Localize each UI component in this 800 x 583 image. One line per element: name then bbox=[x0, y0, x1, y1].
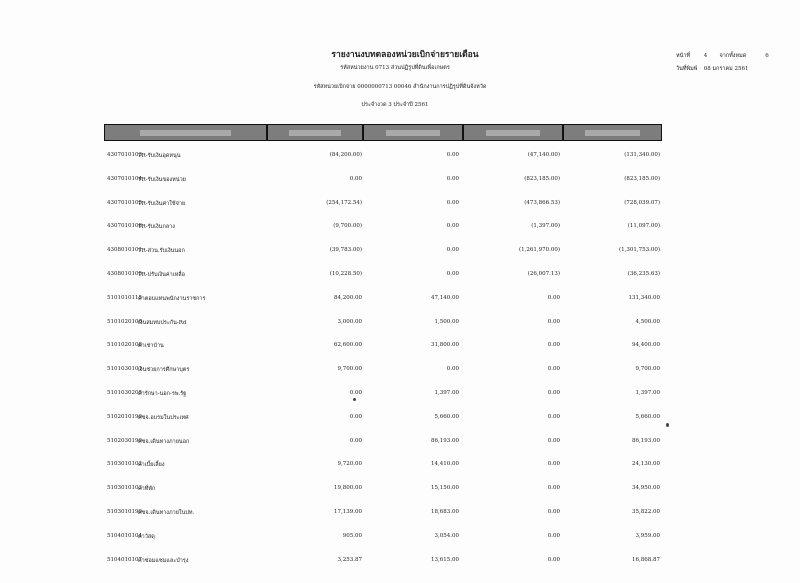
debit-value: 0.00 bbox=[446, 152, 459, 158]
table-row bbox=[0, 527, 800, 548]
table-row bbox=[0, 265, 800, 286]
header-cell-col2 bbox=[363, 124, 463, 141]
period-line: ประจำงวด 3 ประจำปี 2561 bbox=[361, 102, 429, 108]
account-code: 5102030199 bbox=[107, 437, 142, 444]
credit-value: (26,007.13) bbox=[527, 271, 560, 277]
balance-value: 4,500.00 bbox=[635, 318, 660, 325]
account-name: ค่ารักษา-นอก-รพ.รัฐ bbox=[138, 391, 187, 397]
debit-value: 14,410.00 bbox=[431, 461, 459, 468]
carried-forward-value: 0.00 bbox=[349, 390, 362, 396]
account-code: 5101020108 bbox=[107, 342, 142, 349]
credit-value: 0.00 bbox=[547, 366, 560, 373]
table-row bbox=[0, 241, 800, 262]
debit-value: 0.00 bbox=[446, 199, 459, 206]
debit-value: 1,500.00 bbox=[434, 318, 459, 325]
account-code: 4307010104 bbox=[107, 175, 142, 182]
carried-forward-value: (39,783.00) bbox=[329, 247, 362, 254]
header-cell-col3 bbox=[463, 124, 563, 141]
credit-value: (1,397.00) bbox=[531, 223, 560, 230]
page-info bbox=[676, 50, 769, 76]
table-row bbox=[0, 360, 800, 381]
account-name: TR-รับเงินกลาง bbox=[138, 224, 175, 231]
account-name: TR-รับเงินอุดหนุน bbox=[138, 153, 181, 159]
credit-value: 0.00 bbox=[547, 390, 560, 396]
table-row bbox=[0, 336, 800, 357]
account-name: เงินช่วยการศึกษาบุตร bbox=[138, 367, 190, 374]
debit-value: 47,140.00 bbox=[431, 294, 459, 301]
credit-value: 0.00 bbox=[547, 532, 560, 539]
debit-value: 0.00 bbox=[446, 271, 459, 277]
table-row bbox=[0, 479, 800, 500]
balance-value: (36,235.63) bbox=[627, 271, 660, 277]
debit-value: 0.00 bbox=[446, 223, 459, 230]
table-row bbox=[0, 384, 800, 405]
account-name: ค่าที่พัก bbox=[138, 486, 156, 493]
debit-value: 0.00 bbox=[446, 247, 459, 254]
account-name: คชจ.เดินทางภายในปท. bbox=[138, 510, 195, 516]
balance-value: (1,301,753.00) bbox=[618, 247, 660, 254]
of-label: จากทั้งหมด bbox=[719, 53, 747, 59]
account-code: 5104010104 bbox=[107, 532, 142, 539]
account-name: เงินสมทบประกัน-Rd bbox=[138, 319, 187, 326]
account-name: TR-รับเงินค่าใช้จ่าย bbox=[138, 200, 186, 207]
credit-value: 0.00 bbox=[547, 413, 560, 420]
debit-value: 0.00 bbox=[446, 366, 459, 373]
account-code: 4307010105 bbox=[107, 199, 142, 206]
debit-value: 15,150.00 bbox=[431, 485, 459, 492]
carried-forward-value: 84,200.00 bbox=[334, 294, 362, 301]
account-name: TR-ส่วน.รับเงินนอก bbox=[138, 248, 185, 255]
table-row bbox=[0, 217, 800, 238]
carried-forward-value: 9,700.00 bbox=[337, 366, 362, 373]
table-row bbox=[0, 313, 800, 334]
credit-value: 0.00 bbox=[547, 318, 560, 325]
carried-forward-value: 19,800.00 bbox=[334, 485, 362, 492]
balance-value: 3,959.00 bbox=[635, 532, 660, 539]
debit-value: 13,615.00 bbox=[431, 556, 459, 563]
credit-value: 0.00 bbox=[547, 437, 560, 444]
debit-value: 0.00 bbox=[446, 175, 459, 182]
carried-forward-value: 3,253.87 bbox=[337, 556, 362, 563]
account-code: 5101030205 bbox=[107, 390, 142, 396]
balance-value: 94,400.00 bbox=[632, 342, 660, 349]
account-code: 5103010199 bbox=[107, 509, 142, 515]
table-row bbox=[0, 408, 800, 429]
disbursement-unit-line: รหัสหน่วยเบิกจ่าย 0000000713 00046 สำนักงานการปฏิรูปที่ดินจังหวัด bbox=[313, 84, 487, 90]
carried-forward-value: (254,172.54) bbox=[326, 199, 362, 206]
account-name: คชจ.อบรมในประเทศ bbox=[138, 414, 189, 421]
credit-value: (1,261,970.00) bbox=[518, 247, 560, 254]
carried-forward-value: 0.00 bbox=[349, 413, 362, 420]
account-name: ค่าตอบแทนพนักงานราชการ bbox=[138, 295, 206, 302]
account-code: 4308010105 bbox=[107, 271, 142, 277]
balance-value: 9,700.00 bbox=[635, 366, 660, 373]
debit-value: 86,193.00 bbox=[431, 437, 459, 444]
debit-value: 3,054.00 bbox=[434, 532, 459, 539]
account-name: TR-รับเงินของหน่วย bbox=[138, 176, 186, 183]
account-name: TR-ปรับเงินค่าเหลื่อ bbox=[138, 272, 185, 278]
carried-forward-value: 9,720.00 bbox=[337, 461, 362, 468]
balance-value: (728,039.07) bbox=[624, 199, 660, 206]
account-code: 5103010103 bbox=[107, 485, 142, 492]
account-code: 5101020106 bbox=[107, 318, 142, 325]
table-row bbox=[0, 289, 800, 310]
balance-value: 16,868.87 bbox=[632, 556, 660, 563]
carried-forward-value: (84,200.00) bbox=[329, 152, 362, 158]
carried-forward-value: 905.00 bbox=[342, 532, 362, 539]
account-name: คชจ.เดินทางภายนอก bbox=[138, 438, 190, 445]
report-title: รายงานงบทดลองหน่วยเบิกจ่ายรายเดือน bbox=[331, 50, 479, 60]
carried-forward-value: 3,000.00 bbox=[337, 318, 362, 325]
table-row bbox=[0, 551, 800, 572]
page-label: หน้าที่ bbox=[676, 53, 691, 59]
balance-value: (131,340.00) bbox=[624, 152, 660, 158]
balance-value: (11,097.00) bbox=[627, 223, 660, 230]
account-name: ค่าซ่อมแซมและบำรุง bbox=[138, 557, 189, 564]
balance-value: 86,193.00 bbox=[632, 437, 660, 444]
credit-value: (823,185.00) bbox=[524, 175, 560, 182]
total-pages: 6 bbox=[765, 53, 769, 59]
print-date-label: วันที่พิมพ์ bbox=[676, 66, 698, 72]
balance-value: 34,950.00 bbox=[632, 485, 660, 492]
account-code: 5101010115 bbox=[107, 294, 142, 301]
account-code: 5101030101 bbox=[107, 366, 142, 373]
balance-value: 131,340.00 bbox=[628, 294, 660, 301]
carried-forward-value: (9,700.00) bbox=[333, 223, 362, 230]
carried-forward-value: 62,600.00 bbox=[334, 342, 362, 349]
account-code: 4307010103 bbox=[107, 152, 142, 158]
header-cell-col4 bbox=[563, 124, 662, 141]
credit-value: 0.00 bbox=[547, 509, 560, 515]
table-row bbox=[0, 170, 800, 191]
carried-forward-value: 17,139.00 bbox=[334, 509, 362, 515]
balance-value: 5,660.00 bbox=[635, 413, 660, 420]
credit-value: (47,140.00) bbox=[527, 152, 560, 158]
header-cell-account bbox=[104, 124, 267, 141]
balance-value: 35,822.00 bbox=[632, 509, 660, 515]
carried-forward-value: 0.00 bbox=[349, 175, 362, 182]
balance-value: 24,130.00 bbox=[632, 461, 660, 468]
account-code: 5103010102 bbox=[107, 461, 142, 468]
account-code: 4308010101 bbox=[107, 247, 142, 254]
credit-value: 0.00 bbox=[547, 342, 560, 349]
header-cell-col1 bbox=[267, 124, 363, 141]
table-row bbox=[0, 503, 800, 524]
account-code: 5102010199 bbox=[107, 413, 142, 420]
debit-value: 1,397.00 bbox=[434, 390, 459, 396]
balance-value: (823,185.00) bbox=[624, 175, 660, 182]
agency-line: รหัสหน่วยงาน 0713 ส่วนปฏิรูปที่ดินเพื่อเกษตร bbox=[340, 65, 450, 71]
table-row bbox=[0, 455, 800, 476]
table-row bbox=[0, 194, 800, 215]
page-number: 4 bbox=[703, 53, 708, 59]
credit-value: 0.00 bbox=[547, 294, 560, 301]
debit-value: 18,683.00 bbox=[431, 509, 459, 515]
print-date: 08 มกราคม 2561 bbox=[703, 66, 749, 72]
debit-value: 5,660.00 bbox=[434, 413, 459, 420]
account-code: 4307010108 bbox=[107, 223, 142, 230]
credit-value: 0.00 bbox=[547, 556, 560, 563]
table-row bbox=[0, 146, 800, 167]
account-name: ค่าวัสดุ bbox=[138, 533, 155, 540]
carried-forward-value: (10,228.50) bbox=[329, 271, 362, 277]
account-code: 5104010107 bbox=[107, 556, 142, 563]
credit-value: 0.00 bbox=[547, 485, 560, 492]
carried-forward-value: 0.00 bbox=[349, 437, 362, 444]
scan-speck bbox=[666, 423, 669, 427]
credit-value: (473,866.53) bbox=[524, 199, 560, 206]
account-name: ค่าเช่าบ้าน bbox=[138, 343, 164, 350]
balance-value: 1,397.00 bbox=[635, 390, 660, 396]
debit-value: 31,800.00 bbox=[431, 342, 459, 349]
scan-speck bbox=[353, 398, 356, 401]
account-name: ค่าเบี้ยเลี้ยง bbox=[138, 462, 165, 469]
table-row bbox=[0, 432, 800, 453]
credit-value: 0.00 bbox=[547, 461, 560, 468]
